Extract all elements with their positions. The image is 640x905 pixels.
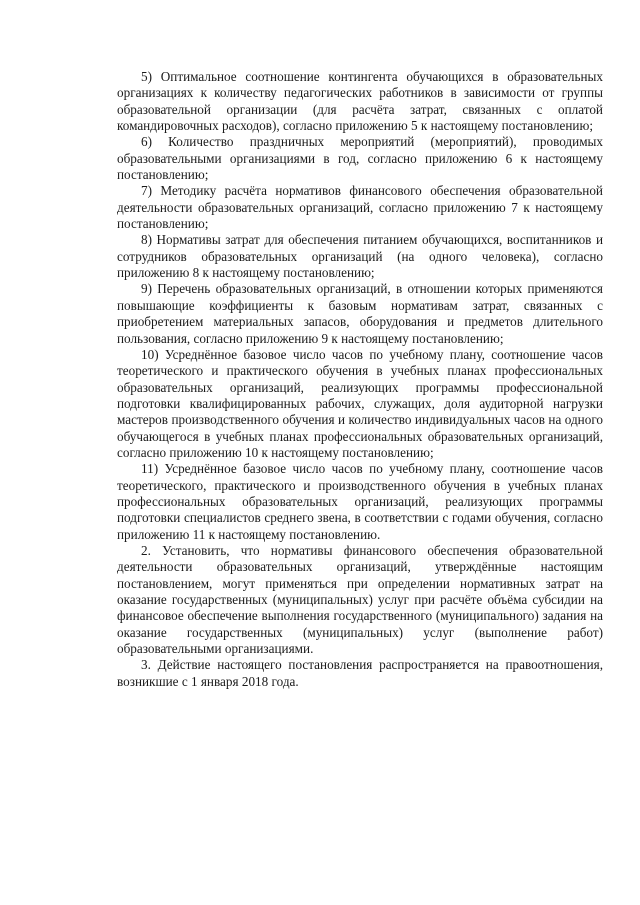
paragraph-item-11: 11) Усреднённое базовое число часов по учебному плану, соотношение часов теоретического, практического и производственного обучения в учебных планах профессиональных образовательных организаций, реализующих программы подготовки специалистов среднего звена, в соответствии с годами обучения, согласно приложению 11 к настоящему постановлению.: [117, 461, 603, 542]
paragraph-item-7: 7) Методику расчёта нормативов финансового обеспечения образовательной деятельности образовательных организаций, согласно приложению 7 к настоящему постановлению;: [117, 183, 603, 232]
paragraph-item-10: 10) Усреднённое базовое число часов по учебному плану, соотношение часов теоретического и практического обучения в учебных планах профессиональных образовательных организаций, реализующих программы профессиональной подготовки квалифицированных рабочих, служащих, доля аудиторной нагрузки мастеров производственного обучения и количество индивидуальных часов на одного обучающегося в учебных планах профессиональных образовательных организаций, согласно приложению 10 к настоящему постановлению;: [117, 346, 603, 460]
paragraph-item-6: 6) Количество праздничных мероприятий (мероприятий), проводимых образовательными организациями в год, согласно приложению 6 к настоящему постановлению;: [117, 134, 603, 183]
paragraph-item-5: 5) Оптимальное соотношение контингента обучающихся в образовательных организациях к количеству педагогических работников в зависимости от группы образовательной организации (для расчёта затрат, связанных с оплатой командировочных расходов), согласно приложению 5 к настоящему постановлению;: [117, 69, 603, 134]
paragraph-item-8: 8) Нормативы затрат для обеспечения питанием обучающихся, воспитанников и сотрудников образовательных организаций (на одного человека), согласно приложению 8 к настоящему постановлению;: [117, 232, 603, 281]
paragraph-section-3: 3. Действие настоящего постановления распространяется на правоотношения, возникшие с 1 января 2018 года.: [117, 657, 603, 689]
paragraph-item-9: 9) Перечень образовательных организаций, в отношении которых применяются повышающие коэффициенты к базовым нормативам затрат, связанных с приобретением материальных запасов, оборудования и предметов длительного пользования, согласно приложению 9 к настоящему постановлению;: [117, 281, 603, 346]
document-body: [117, 69, 603, 690]
paragraph-section-2: 2. Установить, что нормативы финансового обеспечения образовательной деятельности образовательных организаций, утверждённые настоящим постановлением, могут применяться при определении нормативных затрат на оказание государственных (муниципальных) услуг при расчёте объёма субсидии на финансовое обеспечение выполнения государственного (муниципального) задания на оказание государственных (муниципальных) услуг (выполнение работ) образовательными организациями.: [117, 542, 603, 657]
